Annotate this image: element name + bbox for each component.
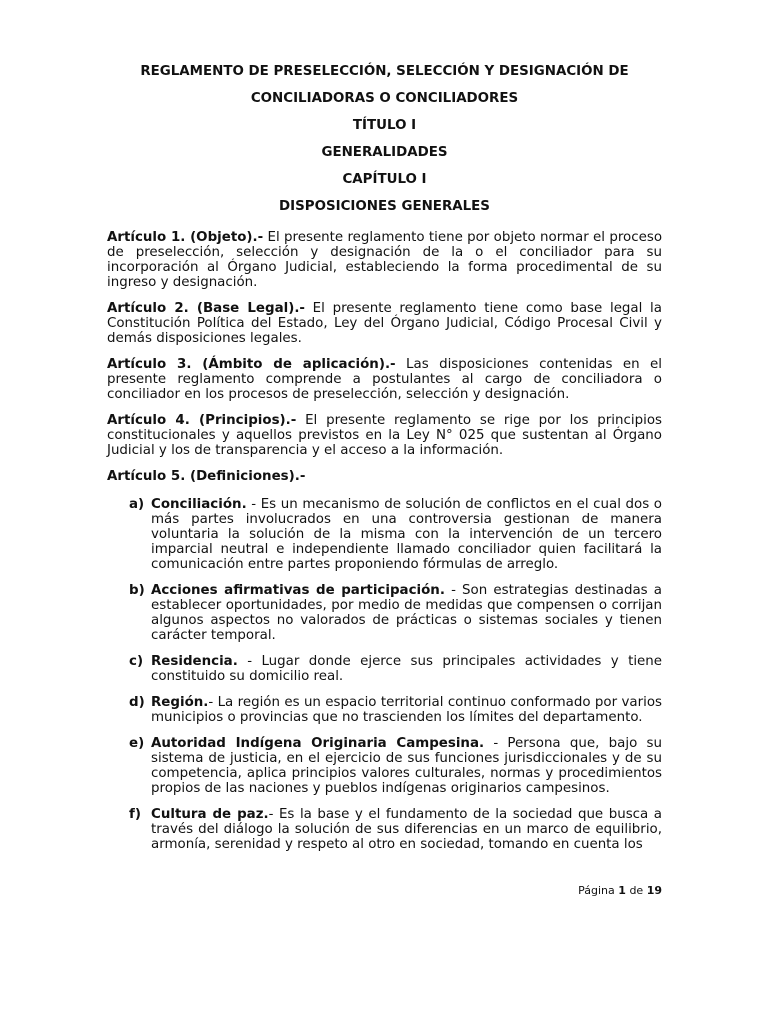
definition-letter: c) bbox=[129, 654, 144, 669]
document-headings bbox=[107, 64, 662, 215]
article-text: El presente reglamento se rige por los principios constitucionales y aquellos previstos en la Ley N° 025 que sustentan al Órgano Judicial y los de transparencia y el acceso a la información. bbox=[107, 413, 662, 458]
page-current: 1 bbox=[618, 884, 626, 897]
definition-letter: b) bbox=[129, 583, 145, 598]
article-title: Artículo 1. (Objeto).- bbox=[107, 230, 264, 245]
page-total: 19 bbox=[646, 884, 662, 897]
document-body bbox=[107, 230, 662, 863]
definition-term: Autoridad Indígena Originaria Campesina. bbox=[151, 736, 485, 751]
article-title: Artículo 3. (Ámbito de aplicación).- bbox=[107, 357, 396, 372]
article-3 bbox=[107, 357, 662, 402]
definition-term: Acciones afirmativas de participación. bbox=[151, 583, 445, 598]
definition-item bbox=[107, 497, 662, 572]
article-4 bbox=[107, 413, 662, 458]
article-text: El presente reglamento tiene por objeto normar el proceso de preselección, selección y designación de la o el conciliador para su incorporación al Órgano Judicial, estableciendo la forma procedimental de su ingreso y designación. bbox=[107, 230, 663, 290]
definition-term: Cultura de paz. bbox=[151, 807, 269, 822]
definition-text: - Persona que, bajo su sistema de justicia, en el ejercicio de sus funciones jurisdiccionales y de su competencia, aplica principios valores culturales, normas y procedimientos propios de las naciones y pueblos indígenas originarios campesinos. bbox=[151, 736, 662, 796]
definition-text: - La región es un espacio territorial continuo conformado por varios municipios o provincias que no trascienden los límites del departamento. bbox=[151, 695, 662, 725]
chapter-heading: CAPÍTULO I bbox=[342, 172, 427, 187]
page-label: Página bbox=[578, 884, 615, 897]
article-title: Artículo 2. (Base Legal).- bbox=[107, 301, 305, 316]
definition-item bbox=[107, 736, 662, 796]
article-1 bbox=[107, 230, 662, 290]
definition-item bbox=[107, 807, 662, 852]
definition-term: Residencia. bbox=[151, 654, 238, 669]
definition-letter: d) bbox=[129, 695, 145, 710]
definition-text: - Es un mecanismo de solución de conflictos en el cual dos o más partes involucrados en una controversia gestionan de manera voluntaria la solución de la misma con la intervención de un tercero imparcial neutral e independiente llamado conciliador quien facilitará la comunicación entre partes proponiendo fórmulas de arreglo. bbox=[151, 497, 662, 572]
page-of: de bbox=[629, 884, 644, 897]
title-name: GENERALIDADES bbox=[321, 145, 448, 160]
article-2 bbox=[107, 301, 662, 346]
article-title: Artículo 4. (Principios).- bbox=[107, 413, 297, 428]
definition-text: - Son estrategias destinadas a establecer oportunidades, por medio de medidas que compensen o corrijan algunos aspectos no valorados de prácticas o sistemas sociales y tienen carácter temporal. bbox=[151, 583, 662, 643]
article-text: Las disposiciones contenidas en el presente reglamento comprende a postulantes al cargo de conciliadora o conciliador en los procesos de preselección, selección y designación. bbox=[107, 357, 663, 402]
article-5 bbox=[107, 469, 662, 484]
definition-letter: e) bbox=[129, 736, 145, 751]
definitions-list bbox=[107, 497, 662, 852]
definition-item bbox=[107, 654, 662, 684]
definition-text: - Lugar donde ejerce sus principales actividades y tiene constituido su domicilio real. bbox=[151, 654, 662, 684]
definition-item bbox=[107, 583, 662, 643]
definition-letter: a) bbox=[129, 497, 145, 512]
definition-letter: f) bbox=[129, 807, 141, 822]
definition-term: Región. bbox=[151, 695, 209, 710]
definition-term: Conciliación. bbox=[151, 497, 247, 512]
definition-text: - Es la base y el fundamento de la sociedad que busca a través del diálogo la solución de sus diferencias en un marco de equilibrio, armonía, serenidad y respeto al otro en sociedad, tomando en cuenta los bbox=[151, 807, 662, 852]
page-number bbox=[540, 884, 662, 897]
document-title-line-2: CONCILIADORAS O CONCILIADORES bbox=[250, 91, 519, 106]
article-text: El presente reglamento tiene como base legal la Constitución Política del Estado, Ley del Órgano Judicial, Código Procesal Civil y demás disposiciones legales. bbox=[107, 301, 662, 346]
document-title-line-1: REGLAMENTO DE PRESELECCIÓN, SELECCIÓN Y DESIGNACIÓN DE bbox=[140, 64, 629, 79]
title-heading: TÍTULO I bbox=[352, 118, 417, 133]
article-title: Artículo 5. (Definiciones).- bbox=[107, 469, 306, 484]
chapter-name: DISPOSICIONES GENERALES bbox=[279, 199, 490, 214]
definition-item bbox=[107, 695, 662, 725]
